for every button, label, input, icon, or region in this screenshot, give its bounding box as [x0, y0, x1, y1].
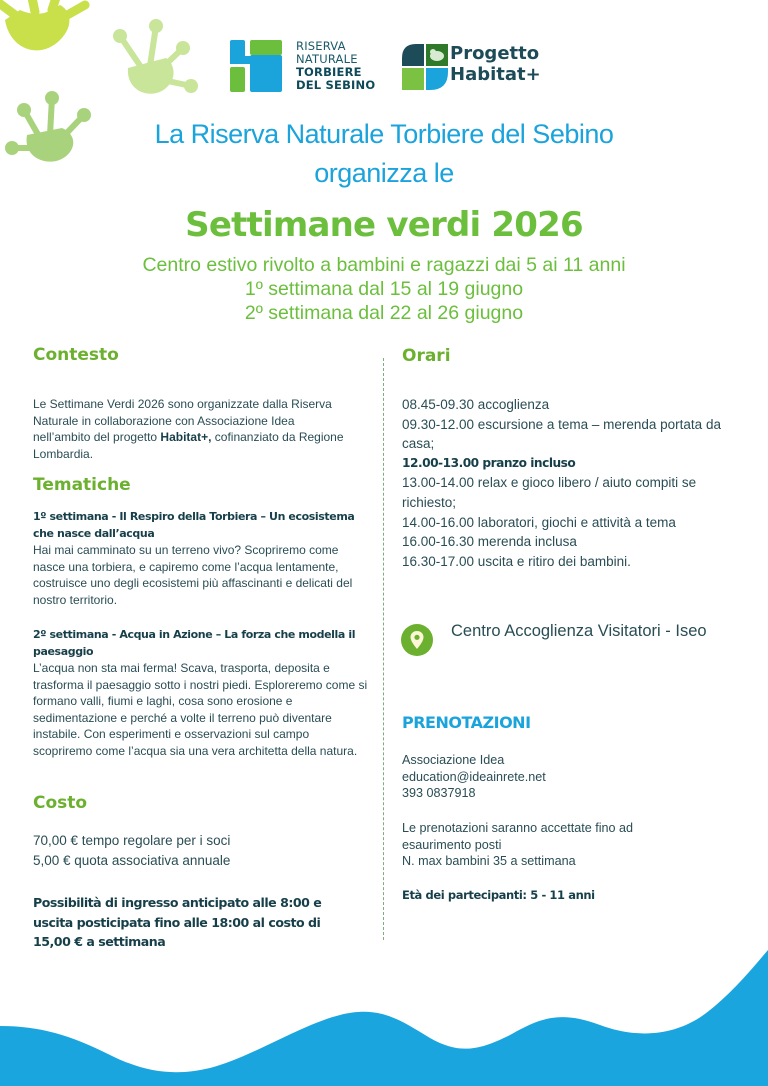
frog-footprint-icon [108, 18, 198, 103]
map-pin-icon [401, 624, 433, 656]
frog-footprint-icon [0, 0, 100, 65]
costo-heading: Costo [33, 793, 88, 813]
prenotazioni-email[interactable]: education@ideainrete.net [402, 769, 546, 784]
tematica-title: 2º settimana - Acqua in Azione – La forza che modella il paesaggio [33, 628, 356, 658]
riserva-logo-line2: NATURALE [296, 52, 358, 66]
habitat-logo [402, 44, 562, 92]
tematica-text: L’acqua non sta mai ferma! Scava, trasporta, deposita e trasforma il paesaggio sotto i nostri piedi. Esploreremo come si formano valli, fiumi e laghi, cosa sono erosione e sedimentazione e perché a volte il terreno può diventare instabile. Con esperimenti e osservazioni sul campo scopriremo come l’acqua sia una vera architetta della natura. [33, 661, 368, 758]
column-divider [383, 358, 384, 940]
contesto-text-part2: cofinanziato da Regione Lombardia. [33, 430, 344, 461]
prenotazioni-org: Associazione Idea [402, 753, 505, 767]
habitat-logo-line2: Habitat+ [450, 64, 541, 85]
prenotazioni-note-2: N. max bambini 35 a settimana [402, 854, 576, 868]
location-text: Centro Accoglienza Visitatori - Iseo [451, 622, 707, 640]
tematica-text: Hai mai camminato su un terreno vivo? Scopriremo come nasce una torbiera, e capiremo come l’acqua lentamente, costruisce uno degli ecosistemi più affascinanti e delicati del nostro territorio. [33, 543, 353, 607]
prenotazioni-note-1: Le prenotazioni saranno accettate fino ad esaurimento posti [402, 821, 634, 852]
prenotazioni-age: Età dei partecipanti: 5 - 11 anni [402, 888, 595, 902]
prenotazioni-contact [402, 752, 732, 802]
costo-line-2: 5,00 € quota associativa annuale [33, 853, 231, 868]
prenotazioni-phone[interactable]: 393 0837918 [402, 786, 476, 800]
riserva-logo [230, 40, 390, 96]
week-2-dates: 2º settimana dal 22 al 26 giugno [244, 302, 524, 324]
orari-item: 16.00-16.30 merenda inclusa [402, 534, 577, 550]
week-1-dates: 1º settimana dal 15 al 19 giugno [244, 278, 524, 300]
riserva-logo-line3: TORBIERE [296, 65, 362, 79]
riserva-logo-text [296, 40, 375, 92]
orari-heading: Orari [402, 346, 451, 366]
orari-list [402, 395, 732, 571]
contesto-text [33, 396, 353, 462]
bottom-wave-decoration [0, 940, 768, 1086]
page-title: Settimane verdi 2026 [185, 205, 583, 245]
map-pin-glyph-icon [401, 624, 433, 656]
intro-line-1: La Riserva Naturale Torbiere del Sebino [154, 119, 614, 149]
tematica-item [33, 509, 368, 608]
intro-line-2: organizza le [314, 158, 454, 188]
contesto-heading: Contesto [33, 345, 119, 365]
orari-item: 14.00-16.00 laboratori, giochi e attività a tema [402, 514, 676, 530]
tematica-item [33, 627, 368, 759]
contesto-text-bold: Habitat+, [160, 430, 212, 444]
tematiche-heading: Tematiche [33, 475, 131, 495]
riserva-logo-mark-icon [230, 40, 282, 92]
orari-item: 08.45-09.30 accoglienza [402, 397, 550, 412]
riserva-logo-line4: DEL SEBINO [296, 78, 376, 92]
orari-item: 13.00-14.00 relax e gioco libero / aiuto compiti se richiesto; [402, 475, 697, 510]
riserva-logo-line1: RISERVA [296, 39, 346, 53]
orari-item: 16.30-17.00 uscita e ritiro dei bambini. [402, 553, 631, 569]
habitat-logo-line1: Progetto [450, 43, 540, 64]
orari-item: 12.00-13.00 pranzo incluso [402, 455, 576, 470]
orari-item: 09.30-12.00 escursione a tema – merenda portata da casa; [402, 416, 721, 452]
habitat-logo-text [450, 43, 541, 85]
habitat-logo-mark-icon [402, 44, 448, 90]
subtitle: Centro estivo rivolto a bambini e ragazzi dai 5 ai 11 anni [142, 254, 626, 276]
prenotazioni-heading: PRENOTAZIONI [402, 713, 531, 732]
costo-extra: Possibilità di ingresso anticipato alle 8:00 e uscita posticipata fino alle 18:00 al costo di 15,00 € a settimana [33, 895, 322, 949]
costo-line-1: 70,00 € tempo regolare per i soci [33, 833, 231, 848]
tematica-title: 1º settimana - Il Respiro della Torbiera – Un ecosistema che nasce dall’acqua [33, 510, 355, 540]
contesto-text-part1: Le Settimane Verdi 2026 sono organizzate dalla Riserva Naturale in collaborazione con Associazione Idea nell’ambito del progetto [33, 397, 332, 444]
